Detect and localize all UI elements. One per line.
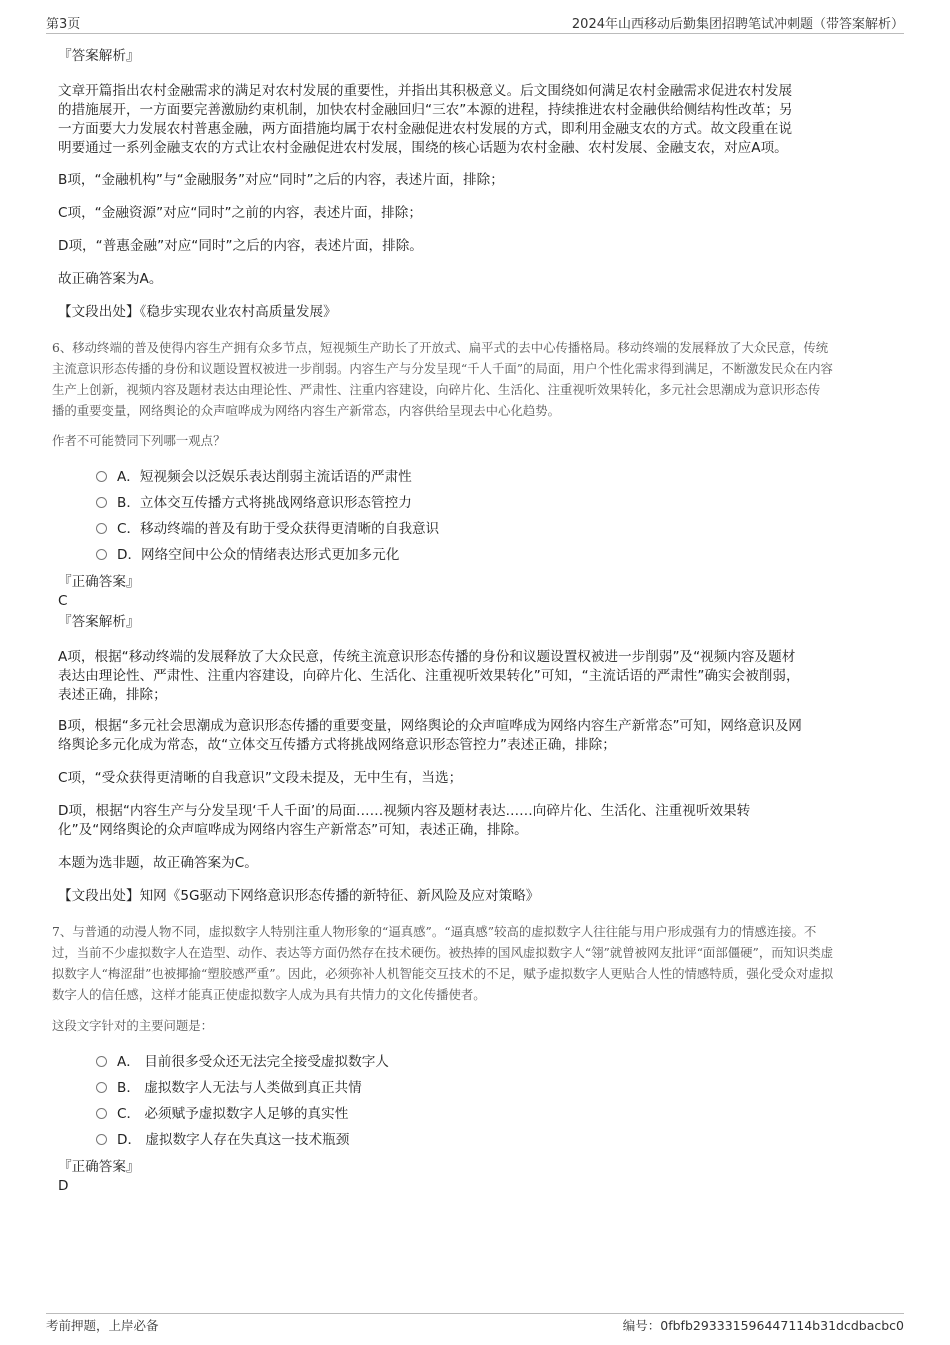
- q6-analysis-a: 表述正确，排除；: [58, 687, 167, 703]
- q6-analysis-d: 化”及“网络舆论的众声喧哗成为网络内容生产新常态”可知，表述正确，排除。: [58, 822, 528, 838]
- q6-option-b[interactable]: [96, 493, 412, 513]
- q6-analysis-a: A项，根据“移动终端的发展释放了大众民意，传统主流意识形态传播的身份和议题设置权被进一步削弱”及“视频内容及题材: [58, 649, 796, 665]
- option-label: B．立体交互传播方式将挑战网络意识形态管控力: [117, 495, 412, 511]
- page-number: 第3页: [46, 17, 81, 32]
- q5-analysis-title: 『答案解析』: [58, 48, 140, 64]
- q6-answer-label: 『正确答案』: [58, 574, 140, 590]
- q6-passage-line: 6、移动终端的普及使得内容生产拥有众多节点，短视频生产助长了开放式、扁平式的去中心传播格局。移动终端的发展释放了大众民意，传统: [52, 340, 829, 355]
- radio-icon[interactable]: [96, 471, 107, 482]
- q6-source: [58, 887, 898, 906]
- q5-analysis-line: 明要通过一系列金融支农的方式让农村金融促进农村发展，围绕的核心话题为农村金融、农村发展、金融支农，对应A项。: [58, 140, 788, 156]
- option-label: B． 虚拟数字人无法与人类做到真正共情: [117, 1080, 362, 1096]
- q7-option-c[interactable]: [96, 1104, 348, 1124]
- q5-analysis-b: B项，“金融机构”与“金融服务”对应“同时”之后的内容，表述片面，排除；: [58, 172, 504, 188]
- source-label: 【文段出处】: [58, 304, 140, 320]
- page-footer: [46, 1313, 904, 1336]
- source-text: 《稳步实现农业农村高质量发展》: [139, 304, 337, 320]
- q7-passage-line: 拟数字人“梅涩甜”也被揶揄“塑胶感严重”。因此，必须弥补人机智能交互技术的不足，赋予虚拟数字人更贴合人性的情感特质，强化受众对虚拟: [52, 966, 834, 981]
- q5-analysis-line: 一方面要大力发展农村普惠金融，两方面措施均属于农村金融促进农村发展的方式，即利用金融支农的方式。故文段重在说: [58, 121, 793, 137]
- q7-passage-line: 7、与普通的动漫人物不同，虚拟数字人特别注重人物形象的“逼真感”。“逼真感”较高的虚拟数字人往往能与用户形成强有力的情感连接。不: [52, 924, 817, 939]
- q6-analysis-b: B项，根据“多元社会思潮成为意识形态传播的重要变量，网络舆论的众声喧哗成为网络内容生产新常态”可知，网络意识及网: [58, 718, 802, 734]
- option-label: C．移动终端的普及有助于受众获得更清晰的自我意识: [117, 521, 440, 537]
- footer-slogan: 考前押题，上岸必备: [46, 1318, 159, 1333]
- document-id: 编号：0fbfb293331596447114b31dcdbacbc0: [622, 1318, 904, 1333]
- source-text: 知网《5G驱动下网络意识形态传播的新特征、新风险及应对策略》: [139, 888, 540, 904]
- q6-passage-line: 播的重要变量，网络舆论的众声喧哗成为网络内容生产新常态，内容供给呈现去中心化趋势。: [52, 403, 561, 418]
- q7-answer: D: [58, 1178, 69, 1194]
- q5-source: [58, 303, 898, 322]
- radio-icon[interactable]: [96, 523, 107, 534]
- q6-option-a[interactable]: [96, 467, 412, 487]
- q7-option-d[interactable]: [96, 1130, 349, 1150]
- q6-option-d[interactable]: [96, 545, 399, 565]
- q7-passage-line: 过，当前不少虚拟数字人在造型、动作、表达等方面仍然存在技术硬伤。被热捧的国风虚拟数字人“翎”就曾被网友批评“面部僵硬”，而知识类虚: [52, 945, 834, 960]
- q6-answer: C: [58, 593, 68, 609]
- q5-analysis-d: D项，“普惠金融”对应“同时”之后的内容，表述片面，排除。: [58, 238, 423, 254]
- radio-icon[interactable]: [96, 497, 107, 508]
- option-label: A． 目前很多受众还无法完全接受虚拟数字人: [117, 1054, 389, 1070]
- q5-analysis-line: 文章开篇指出农村金融需求的满足对农村发展的重要性，并指出其积极意义。后文围绕如何满足农村金融需求促进农村发展: [58, 83, 793, 99]
- q6-passage-line: 生产上创新，视频内容及题材表达由理论性、严肃性、注重内容建设，向碎片化、生活化、注重视听效果转化，多元社会思潮成为意识形态传: [52, 382, 821, 397]
- q7-option-b[interactable]: [96, 1078, 362, 1098]
- radio-icon[interactable]: [96, 549, 107, 560]
- q6-option-c[interactable]: [96, 519, 439, 539]
- q7-question: 这段文字针对的主要问题是：: [52, 1018, 214, 1033]
- q7-option-a[interactable]: [96, 1052, 389, 1072]
- q5-conclusion: 故正确答案为A。: [58, 271, 163, 287]
- q6-analysis-c: C项，“受众获得更清晰的自我意识”文段未提及，无中生有，当选；: [58, 770, 463, 786]
- radio-icon[interactable]: [96, 1056, 107, 1067]
- q6-question: 作者不可能赞同下列哪一观点？: [52, 433, 226, 448]
- q6-analysis-a: 表达由理论性、严肃性、注重内容建设，向碎片化、生活化、注重视听效果转化”可知，“主流话语的严肃性”确实会被削弱，: [58, 668, 800, 684]
- source-label: 【文段出处】: [58, 888, 140, 904]
- q7-passage-line: 数字人的信任感，这样才能真正使虚拟数字人成为具有共情力的文化传播使者。: [52, 987, 486, 1002]
- q5-analysis-c: C项，“金融资源”对应“同时”之前的内容，表述片面，排除；: [58, 205, 422, 221]
- option-label: D． 虚拟数字人存在失真这一技术瓶颈: [117, 1132, 350, 1148]
- q6-analysis-d: D项，根据“内容生产与分发呈现‘千人千面’的局面……视频内容及题材表达……向碎片化、生活化、注重视听效果转: [58, 803, 751, 819]
- option-label: C． 必须赋予虚拟数字人足够的真实性: [117, 1106, 349, 1122]
- page-header: [46, 13, 904, 34]
- option-label: A．短视频会以泛娱乐表达削弱主流话语的严肃性: [117, 469, 412, 485]
- q5-analysis-line: 的措施展开，一方面要完善激励约束机制，加快农村金融回归“三农”本源的进程，持续推进农村金融供给侧结构性改革；另: [58, 102, 793, 118]
- q6-analysis-title: 『答案解析』: [58, 614, 140, 630]
- q7-answer-label: 『正确答案』: [58, 1159, 140, 1175]
- q6-analysis-b: 络舆论多元化成为常态，故“立体交互传播方式将挑战网络意识形态管控力”表述正确，排除；: [58, 737, 616, 753]
- q6-conclusion: 本题为选非题，故正确答案为C。: [58, 855, 258, 871]
- radio-icon[interactable]: [96, 1082, 107, 1093]
- document-title: 2024年山西移动后勤集团招聘笔试冲刺题（带答案解析）: [571, 17, 904, 32]
- radio-icon[interactable]: [96, 1134, 107, 1145]
- q6-passage-line: 主流意识形态传播的身份和议题设置权被进一步削弱。内容生产与分发呈现“千人千面”的局面，用户个性化需求得到满足，不断激发民众在内容: [52, 361, 833, 376]
- radio-icon[interactable]: [96, 1108, 107, 1119]
- option-label: D．网络空间中公众的情绪表达形式更加多元化: [117, 547, 400, 563]
